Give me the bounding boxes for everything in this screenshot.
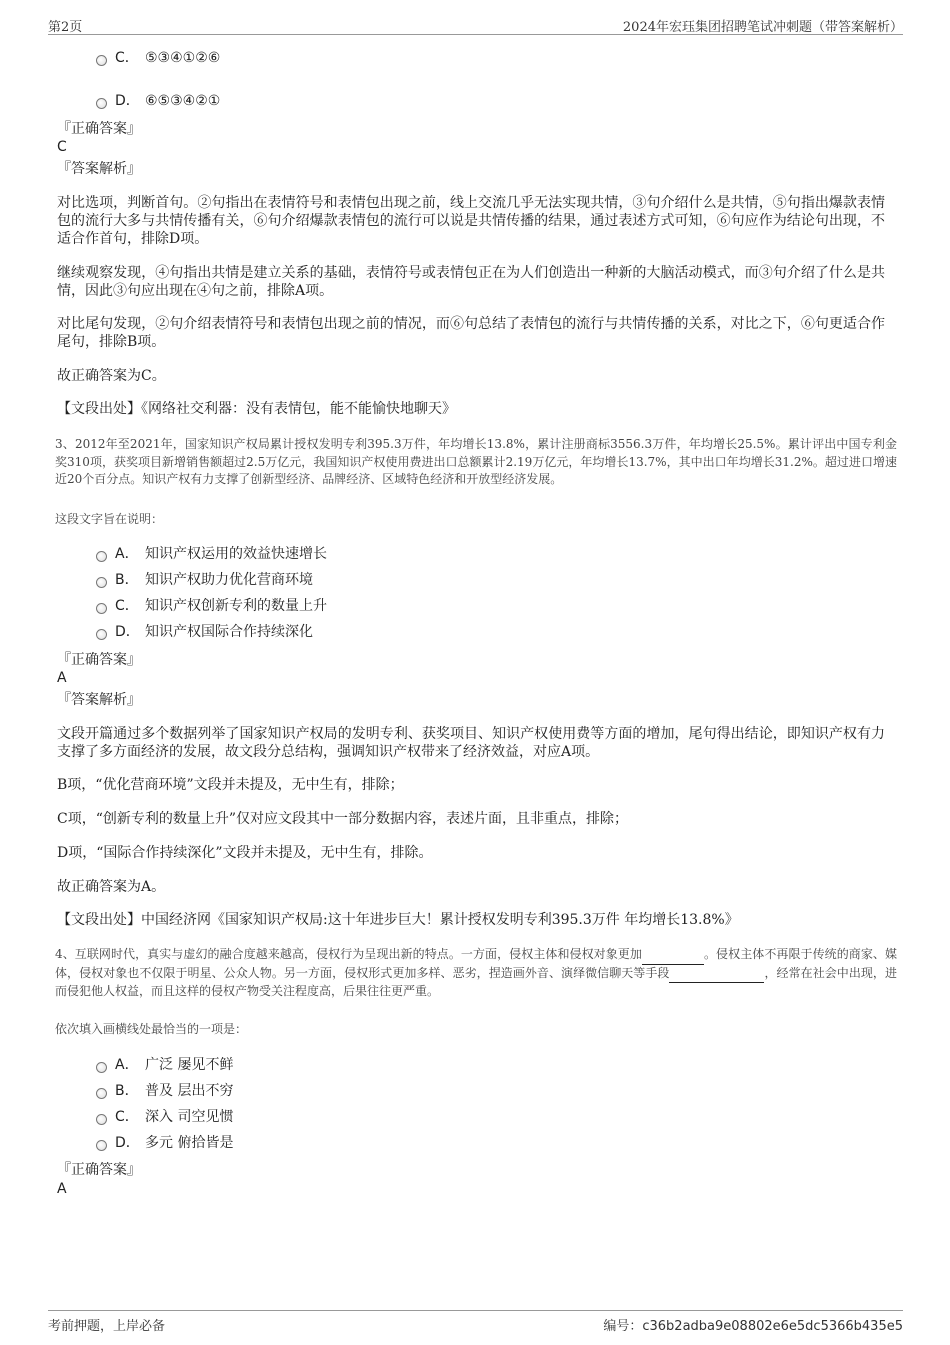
blank-1 — [642, 946, 704, 965]
q2-analysis-paragraph: 对比选项，判断首句。②句指出在表情符号和表情包出现之前，线上交流几乎无法实现共情，③句介绍什么是共情，⑤句指出爆款表情包的流行大多与共情传播有关，⑥句介绍爆款表情包的流行可以说是共情传播的结果，通过表述方式可知，⑥句应作为结论句出现，不适合作首句，排除D项。 — [57, 195, 885, 247]
q3-analysis-conclusion: 故正确答案为A。 — [57, 879, 166, 895]
radio-icon[interactable] — [96, 603, 107, 614]
radio-icon[interactable] — [96, 55, 107, 66]
q2-analysis-conclusion: 故正确答案为C。 — [57, 368, 166, 384]
q2-analysis-paragraph: 对比尾句发现，②句介绍表情符号和表情包出现之前的情况，而⑥句总结了表情包的流行与共情传播的关系，对比之下，⑥句更适合作尾句，排除B项。 — [57, 316, 885, 350]
q2-source: 【文段出处】《网络社交利器：没有表情包，能不能愉快地聊天》 — [57, 401, 456, 417]
q3-analysis-label: 『答案解析』 — [57, 692, 141, 708]
blank-2 — [669, 965, 764, 984]
q3-prompt: 这段文字旨在说明： — [55, 512, 164, 526]
q3-option-c[interactable]: C． 知识产权创新专利的数量上升 — [96, 596, 327, 616]
q2-answer: C — [57, 139, 67, 155]
q3-option-b[interactable]: B． 知识产权助力优化营商环境 — [96, 570, 313, 590]
q3-analysis-paragraph: C项，“创新专利的数量上升”仅对应文段其中一部分数据内容，表述片面，且非重点，排除； — [57, 811, 629, 827]
q3-option-a[interactable]: A． 知识产权运用的效益快速增长 — [96, 544, 327, 564]
q3-source: 【文段出处】中国经济网《国家知识产权局:这十年进步巨大！累计授权发明专利395.3万件 年均增长13.8%》 — [57, 912, 739, 928]
radio-icon[interactable] — [96, 551, 107, 562]
q4-option-b[interactable]: B． 普及 层出不穷 — [96, 1081, 233, 1101]
q4-prompt: 依次填入画横线处最恰当的一项是： — [55, 1022, 248, 1036]
radio-icon[interactable] — [96, 98, 107, 109]
page-footer — [48, 1310, 903, 1334]
radio-icon[interactable] — [96, 1062, 107, 1073]
q2-analysis-paragraph: 继续观察发现，④句指出共情是建立关系的基础，表情符号或表情包正在为人们创造出一种新的大脑活动模式，而③句介绍了什么是共情，因此③句应出现在④句之前，排除A项。 — [57, 265, 885, 299]
q4-option-a[interactable]: A． 广泛 屡见不鲜 — [96, 1055, 233, 1075]
q3-analysis-paragraph: D项，“国际合作持续深化”文段并未提及，无中生有，排除。 — [57, 845, 433, 861]
q3-stem: 3、2012年至2021年，国家知识产权局累计授权发明专利395.3万件，年均增长13.8%，累计注册商标3556.3万件，年均增长25.5%。累计评出中国专利金奖310项，获奖项目新增销售额超过2.5万亿元，我国知识产权使用费进出口总额累计2.19万亿元，年均增长13.7%，其中出口年均增长31.2%。超过进口增速近20个百分点。知识产权有力支撑了创新型经济、品牌经济、区域特色经济和开放型经济发展。 — [55, 437, 897, 486]
page-header — [48, 14, 903, 35]
radio-icon[interactable] — [96, 1114, 107, 1125]
radio-icon[interactable] — [96, 1140, 107, 1151]
q3-analysis-paragraph: B项，“优化营商环境”文段并未提及，无中生有，排除； — [57, 777, 404, 793]
q4-option-c[interactable]: C． 深入 司空见惯 — [96, 1107, 233, 1127]
q2-option-c[interactable]: C． ⑤③④①②⑥ — [96, 48, 220, 68]
document-title: 2024年宏珏集团招聘笔试冲刺题（带答案解析） — [622, 20, 903, 35]
q4-stem: 4、互联网时代，真实与虚幻的融合度越来越高，侵权行为呈现出新的特点。一方面，侵权主体和侵权对象更加 。侵权主体不再限于传统的商家、媒体，侵权对象也不仅限于明星、公众人物。另一方面，侵权形式更加多样、恶劣，捏造画外音、演绎微信聊天等手段 ，经常在社会中出现，进而侵犯他人权益，而且这样的侵权产物受关注程度高，后果往往更严重。 — [55, 947, 897, 998]
radio-icon[interactable] — [96, 577, 107, 588]
q3-answer: A — [57, 670, 67, 686]
q2-answer-label: 『正确答案』 — [57, 121, 141, 137]
q3-analysis-paragraph: 文段开篇通过多个数据列举了国家知识产权局的发明专利、获奖项目、知识产权使用费等方面的增加，尾句得出结论，即知识产权有力支撑了多方面经济的发展，故文段分总结构，强调知识产权带来了经济效益，对应A项。 — [57, 726, 885, 760]
q3-answer-label: 『正确答案』 — [57, 652, 141, 668]
radio-icon[interactable] — [96, 1088, 107, 1099]
q4-answer: A — [57, 1181, 67, 1197]
q3-option-d[interactable]: D． 知识产权国际合作持续深化 — [96, 622, 313, 642]
q2-option-d[interactable]: D． ⑥⑤③④②① — [96, 91, 220, 111]
page-number: 第2页 — [48, 20, 83, 35]
q4-option-d[interactable]: D． 多元 俯拾皆是 — [96, 1133, 233, 1153]
document-id: 编号：c36b2adba9e08802e6e5dc5366b435e5 — [603, 1319, 903, 1334]
q2-analysis-label: 『答案解析』 — [57, 161, 141, 177]
radio-icon[interactable] — [96, 629, 107, 640]
q4-answer-label: 『正确答案』 — [57, 1162, 141, 1178]
footer-slogan: 考前押题，上岸必备 — [48, 1319, 166, 1334]
